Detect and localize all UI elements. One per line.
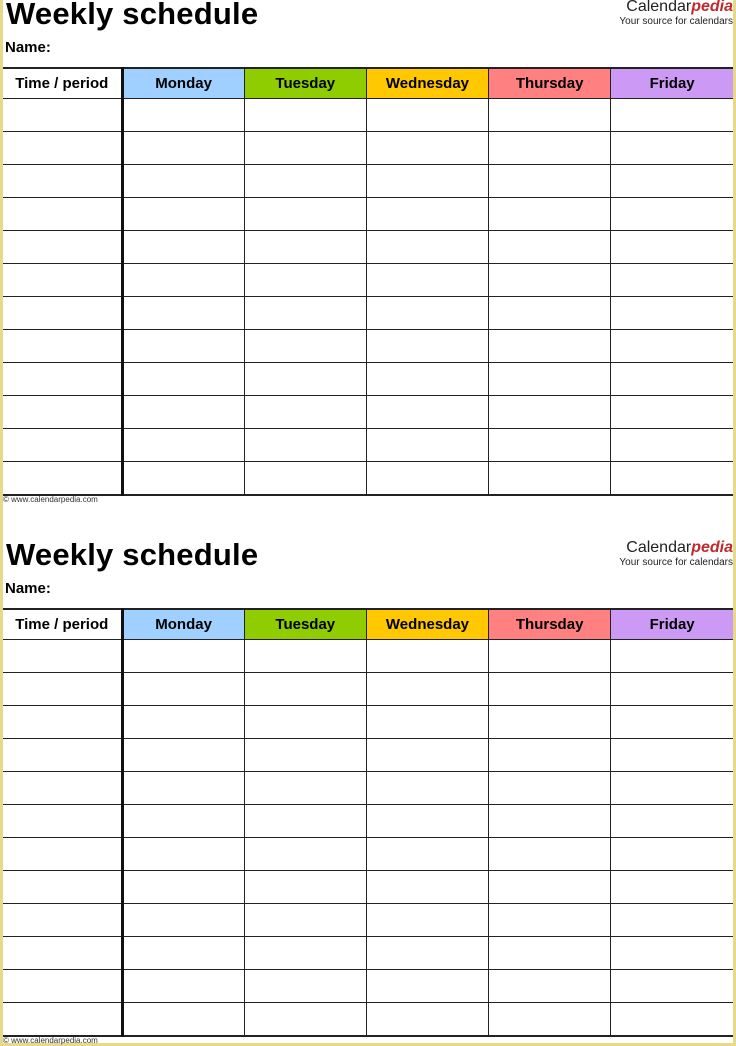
schedule-cell-tuesday[interactable]: [244, 363, 366, 396]
schedule-cell-tuesday[interactable]: [244, 264, 366, 297]
schedule-body: [3, 640, 733, 1037]
schedule-cell-friday[interactable]: [611, 970, 733, 1003]
schedule-cell-thursday[interactable]: [489, 706, 611, 739]
schedule-cell-wednesday[interactable]: [366, 904, 488, 937]
schedule-cell-wednesday[interactable]: [366, 396, 488, 429]
brand-logo: [619, 539, 733, 568]
schedule-cell-wednesday[interactable]: [366, 330, 488, 363]
schedule-row: [3, 1003, 733, 1037]
time-period-cell[interactable]: [3, 838, 122, 871]
schedule-row: [3, 132, 733, 165]
schedule-row: [3, 198, 733, 231]
header-friday: Friday: [611, 68, 733, 99]
schedule-row: [3, 297, 733, 330]
header-monday: Monday: [122, 68, 244, 99]
brand-tagline: Your source for calendars: [619, 557, 733, 568]
schedule-cell-tuesday[interactable]: [244, 297, 366, 330]
schedule-cell-monday[interactable]: [122, 706, 244, 739]
brand-name-accent: pedia: [691, 539, 733, 556]
schedule-cell-wednesday[interactable]: [366, 805, 488, 838]
schedule-cell-friday[interactable]: [611, 739, 733, 772]
schedule-cell-thursday[interactable]: [489, 1003, 611, 1037]
time-period-cell[interactable]: [3, 706, 122, 739]
time-period-cell[interactable]: [3, 970, 122, 1003]
schedule-cell-thursday[interactable]: [489, 739, 611, 772]
schedule-cell-tuesday[interactable]: [244, 970, 366, 1003]
schedule-cell-tuesday[interactable]: [244, 739, 366, 772]
schedule-cell-thursday[interactable]: [489, 363, 611, 396]
time-period-cell[interactable]: [3, 937, 122, 970]
sheet-title: Weekly schedule: [6, 537, 259, 572]
header-time-period: Time / period: [3, 68, 122, 99]
schedule-cell-thursday[interactable]: [489, 673, 611, 706]
header-tuesday: Tuesday: [244, 609, 366, 640]
schedule-cell-friday[interactable]: [611, 871, 733, 904]
schedule-cell-thursday[interactable]: [489, 904, 611, 937]
time-period-cell[interactable]: [3, 871, 122, 904]
schedule-cell-monday[interactable]: [122, 132, 244, 165]
schedule-cell-wednesday[interactable]: [366, 673, 488, 706]
schedule-cell-monday[interactable]: [122, 871, 244, 904]
schedule-cell-wednesday[interactable]: [366, 1003, 488, 1037]
schedule-row: [3, 264, 733, 297]
brand-logo: [619, 0, 733, 27]
schedule-cell-thursday[interactable]: [489, 231, 611, 264]
schedule-cell-thursday[interactable]: [489, 330, 611, 363]
schedule-cell-tuesday[interactable]: [244, 706, 366, 739]
schedule-cell-tuesday[interactable]: [244, 673, 366, 706]
schedule-row: [3, 640, 733, 673]
schedule-cell-thursday[interactable]: [489, 970, 611, 1003]
schedule-row: [3, 673, 733, 706]
schedule-cell-friday[interactable]: [611, 396, 733, 429]
schedule-cell-friday[interactable]: [611, 706, 733, 739]
schedule-cell-tuesday[interactable]: [244, 772, 366, 805]
schedule-cell-wednesday[interactable]: [366, 871, 488, 904]
schedule-cell-friday[interactable]: [611, 640, 733, 673]
brand-name: [619, 0, 733, 16]
schedule-cell-friday[interactable]: [611, 99, 733, 132]
brand-name: [619, 539, 733, 557]
brand-name-accent: pedia: [691, 0, 733, 15]
schedule-cell-friday[interactable]: [611, 904, 733, 937]
schedule-cell-monday[interactable]: [122, 1003, 244, 1037]
schedule-row: [3, 838, 733, 871]
schedule-row: [3, 805, 733, 838]
schedule-cell-wednesday[interactable]: [366, 132, 488, 165]
schedule-row: [3, 363, 733, 396]
time-period-cell[interactable]: [3, 462, 122, 496]
schedule-cell-monday[interactable]: [122, 805, 244, 838]
time-period-cell[interactable]: [3, 396, 122, 429]
schedule-cell-friday[interactable]: [611, 429, 733, 462]
schedule-cell-tuesday[interactable]: [244, 132, 366, 165]
schedule-cell-thursday[interactable]: [489, 198, 611, 231]
time-period-cell[interactable]: [3, 198, 122, 231]
time-period-cell[interactable]: [3, 363, 122, 396]
header-row: [3, 68, 733, 99]
schedule-cell-wednesday[interactable]: [366, 640, 488, 673]
schedule-cell-wednesday[interactable]: [366, 264, 488, 297]
schedule-cell-thursday[interactable]: [489, 937, 611, 970]
schedule-cell-thursday[interactable]: [489, 462, 611, 496]
schedule-table: [3, 608, 733, 1037]
schedule-cell-wednesday[interactable]: [366, 363, 488, 396]
schedule-row: [3, 970, 733, 1003]
schedule-cell-monday[interactable]: [122, 231, 244, 264]
schedule-cell-tuesday[interactable]: [244, 1003, 366, 1037]
schedule-cell-thursday[interactable]: [489, 429, 611, 462]
schedule-table: [3, 67, 733, 496]
schedule-cell-friday[interactable]: [611, 1003, 733, 1037]
schedule-cell-friday[interactable]: [611, 297, 733, 330]
schedule-cell-thursday[interactable]: [489, 805, 611, 838]
schedule-cell-tuesday[interactable]: [244, 640, 366, 673]
time-period-cell[interactable]: [3, 739, 122, 772]
schedule-row: [3, 706, 733, 739]
footer-copyright: © www.calendarpedia.com: [3, 1036, 98, 1045]
name-label: Name:: [5, 39, 51, 56]
schedule-row: [3, 231, 733, 264]
schedule-cell-friday[interactable]: [611, 937, 733, 970]
brand-tagline: Your source for calendars: [619, 16, 733, 27]
schedule-cell-monday[interactable]: [122, 198, 244, 231]
schedule-cell-monday[interactable]: [122, 673, 244, 706]
header-thursday: Thursday: [489, 68, 611, 99]
schedule-row: [3, 871, 733, 904]
time-period-cell[interactable]: [3, 99, 122, 132]
brand-name-main: Calendar: [626, 539, 692, 556]
schedule-cell-tuesday[interactable]: [244, 937, 366, 970]
schedule-cell-monday[interactable]: [122, 99, 244, 132]
sheet-title: Weekly schedule: [6, 0, 259, 31]
time-period-cell[interactable]: [3, 772, 122, 805]
schedule-cell-wednesday[interactable]: [366, 231, 488, 264]
header-time-period: Time / period: [3, 609, 122, 640]
schedule-row: [3, 396, 733, 429]
header-friday: Friday: [611, 609, 733, 640]
schedule-cell-thursday[interactable]: [489, 99, 611, 132]
schedule-cell-tuesday[interactable]: [244, 198, 366, 231]
schedule-cell-monday[interactable]: [122, 297, 244, 330]
time-period-cell[interactable]: [3, 805, 122, 838]
schedule-cell-tuesday[interactable]: [244, 231, 366, 264]
schedule-cell-thursday[interactable]: [489, 640, 611, 673]
schedule-cell-monday[interactable]: [122, 970, 244, 1003]
schedule-cell-wednesday[interactable]: [366, 297, 488, 330]
schedule-cell-friday[interactable]: [611, 165, 733, 198]
schedule-cell-monday[interactable]: [122, 363, 244, 396]
schedule-cell-friday[interactable]: [611, 772, 733, 805]
time-period-cell[interactable]: [3, 1003, 122, 1037]
schedule-cell-friday[interactable]: [611, 231, 733, 264]
schedule-cell-wednesday[interactable]: [366, 198, 488, 231]
schedule-row: [3, 99, 733, 132]
time-period-cell[interactable]: [3, 330, 122, 363]
schedule-cell-tuesday[interactable]: [244, 871, 366, 904]
time-period-cell[interactable]: [3, 165, 122, 198]
schedule-row: [3, 462, 733, 496]
schedule-cell-thursday[interactable]: [489, 132, 611, 165]
schedule-row: [3, 739, 733, 772]
schedule-cell-monday[interactable]: [122, 739, 244, 772]
schedule-body: [3, 99, 733, 496]
schedule-cell-tuesday[interactable]: [244, 429, 366, 462]
schedule-cell-monday[interactable]: [122, 937, 244, 970]
schedule-cell-friday[interactable]: [611, 363, 733, 396]
schedule-cell-friday[interactable]: [611, 264, 733, 297]
schedule-cell-wednesday[interactable]: [366, 99, 488, 132]
schedule-cell-friday[interactable]: [611, 132, 733, 165]
schedule-cell-wednesday[interactable]: [366, 706, 488, 739]
schedule-cell-thursday[interactable]: [489, 165, 611, 198]
schedule-cell-thursday[interactable]: [489, 838, 611, 871]
schedule-cell-tuesday[interactable]: [244, 462, 366, 496]
time-period-cell[interactable]: [3, 264, 122, 297]
schedule-cell-wednesday[interactable]: [366, 165, 488, 198]
schedule-cell-monday[interactable]: [122, 640, 244, 673]
schedule-cell-tuesday[interactable]: [244, 396, 366, 429]
schedule-cell-wednesday[interactable]: [366, 462, 488, 496]
time-period-cell[interactable]: [3, 132, 122, 165]
schedule-cell-wednesday[interactable]: [366, 838, 488, 871]
schedule-row: [3, 429, 733, 462]
time-period-cell[interactable]: [3, 231, 122, 264]
schedule-cell-tuesday[interactable]: [244, 805, 366, 838]
header-monday: Monday: [122, 609, 244, 640]
schedule-cell-thursday[interactable]: [489, 297, 611, 330]
schedule-cell-monday[interactable]: [122, 462, 244, 496]
time-period-cell[interactable]: [3, 673, 122, 706]
schedule-cell-thursday[interactable]: [489, 871, 611, 904]
header-wednesday: Wednesday: [366, 68, 488, 99]
header-row: [3, 609, 733, 640]
schedule-cell-thursday[interactable]: [489, 264, 611, 297]
schedule-cell-monday[interactable]: [122, 838, 244, 871]
name-label: Name:: [5, 580, 51, 597]
schedule-row: [3, 904, 733, 937]
schedule-cell-tuesday[interactable]: [244, 165, 366, 198]
schedule-cell-friday[interactable]: [611, 838, 733, 871]
schedule-cell-wednesday[interactable]: [366, 937, 488, 970]
schedule-cell-monday[interactable]: [122, 165, 244, 198]
schedule-cell-monday[interactable]: [122, 429, 244, 462]
schedule-cell-friday[interactable]: [611, 805, 733, 838]
schedule-cell-monday[interactable]: [122, 396, 244, 429]
schedule-cell-tuesday[interactable]: [244, 904, 366, 937]
schedule-cell-friday[interactable]: [611, 462, 733, 496]
schedule-cell-friday[interactable]: [611, 330, 733, 363]
schedule-row: [3, 937, 733, 970]
schedule-cell-monday[interactable]: [122, 330, 244, 363]
time-period-cell[interactable]: [3, 904, 122, 937]
footer-copyright: © www.calendarpedia.com: [3, 495, 98, 504]
schedule-cell-wednesday[interactable]: [366, 970, 488, 1003]
time-period-cell[interactable]: [3, 640, 122, 673]
schedule-cell-monday[interactable]: [122, 904, 244, 937]
schedule-cell-tuesday[interactable]: [244, 838, 366, 871]
schedule-cell-wednesday[interactable]: [366, 429, 488, 462]
header-wednesday: Wednesday: [366, 609, 488, 640]
brand-name-main: Calendar: [626, 0, 692, 15]
time-period-cell[interactable]: [3, 297, 122, 330]
schedule-row: [3, 330, 733, 363]
schedule-cell-friday[interactable]: [611, 673, 733, 706]
time-period-cell[interactable]: [3, 429, 122, 462]
schedule-cell-tuesday[interactable]: [244, 330, 366, 363]
header-tuesday: Tuesday: [244, 68, 366, 99]
schedule-cell-tuesday[interactable]: [244, 99, 366, 132]
schedule-cell-wednesday[interactable]: [366, 772, 488, 805]
schedule-cell-friday[interactable]: [611, 198, 733, 231]
schedule-cell-wednesday[interactable]: [366, 739, 488, 772]
schedule-cell-monday[interactable]: [122, 772, 244, 805]
schedule-row: [3, 165, 733, 198]
schedule-row: [3, 772, 733, 805]
schedule-cell-monday[interactable]: [122, 264, 244, 297]
schedule-cell-thursday[interactable]: [489, 772, 611, 805]
schedule-cell-thursday[interactable]: [489, 396, 611, 429]
header-thursday: Thursday: [489, 609, 611, 640]
